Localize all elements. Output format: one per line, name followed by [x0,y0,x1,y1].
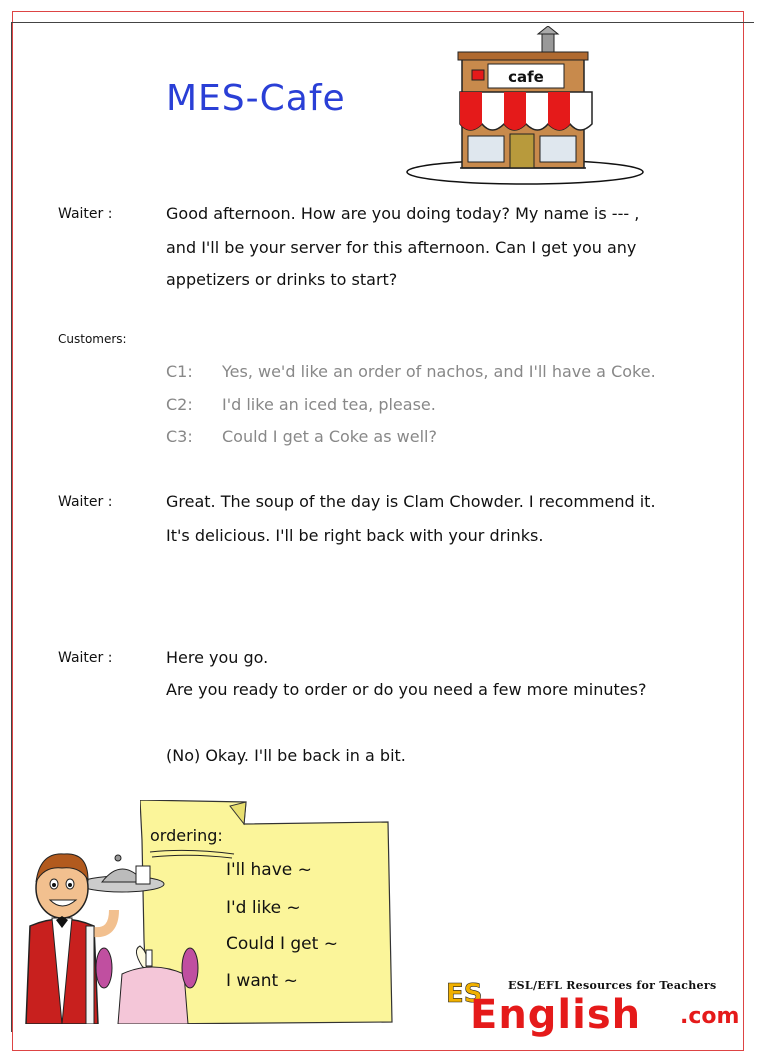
customer-label: C2: [166,395,193,414]
customer-line: Yes, we'd like an order of nachos, and I'll have a Coke. [222,362,656,381]
customer-label: C1: [166,362,193,381]
speaker-waiter-1: Waiter : [58,206,113,222]
speaker-waiter-3: Waiter : [58,650,113,666]
customer-line: Could I get a Coke as well? [222,427,437,446]
logo-wordmark: English [470,992,642,1038]
brand-tagline: ESL/EFL Resources for Teachers [508,979,717,992]
cafe-building-icon [400,26,650,188]
waiter-icon [22,846,212,1024]
speaker-customers: Customers: [58,332,127,346]
dialogue-line: appetizers or drinks to start? [166,270,398,289]
customer-label: C3: [166,427,193,446]
ordering-phrase: I'll have ~ [226,860,312,880]
ordering-phrase: I'd like ~ [226,898,301,918]
cafe-sign-text: cafe [508,68,544,86]
dialogue-line: Great. The soup of the day is Clam Chowder. I recommend it. [166,492,656,511]
ordering-phrase: Could I get ~ [226,934,338,954]
dialogue-line: It's delicious. I'll be right back with your drinks. [166,526,544,545]
logo-letters: ES [446,979,483,1009]
page-title: MES-Cafe [166,78,346,119]
ordering-phrase: I want ~ [226,971,298,991]
dialogue-line: and I'll be your server for this afternoon. Can I get you any [166,238,637,257]
dialogue-line: Good afternoon. How are you doing today? My name is --- , [166,204,640,223]
logo-suffix: .com [680,1004,740,1029]
customer-line: I'd like an iced tea, please. [222,395,436,414]
dialogue-line: Here you go. [166,648,269,667]
speaker-waiter-2: Waiter : [58,494,113,510]
dialogue-line: Are you ready to order or do you need a few more minutes? [166,680,647,699]
dialogue-line: (No) Okay. I'll be back in a bit. [166,746,406,765]
note-title: ordering: [150,826,223,845]
